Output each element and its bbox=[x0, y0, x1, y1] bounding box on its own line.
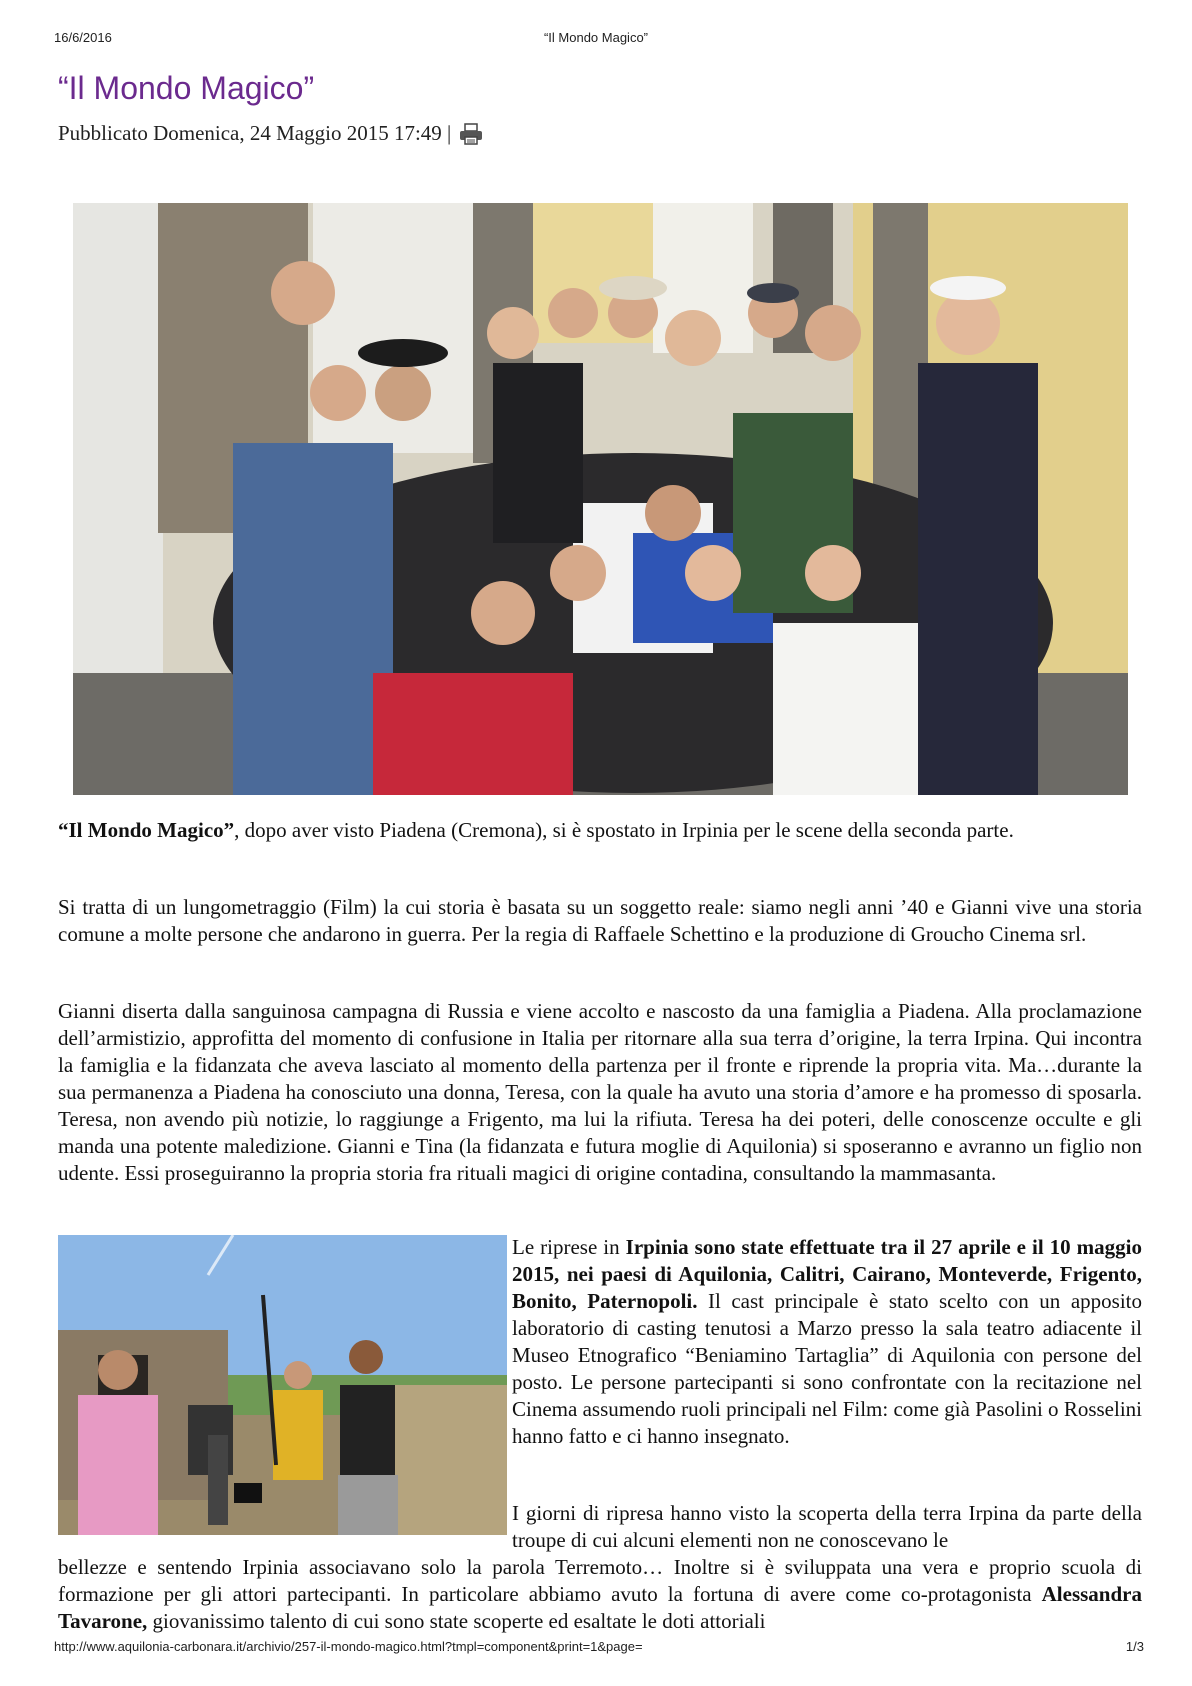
article-title: “Il Mondo Magico” bbox=[58, 70, 315, 106]
paragraph-filming: Le riprese in Irpinia sono state effettuate tra il 27 aprile e il 10 maggio 2015, nei paesi di Aquilonia, Calitri, Cairano, Monteverde, Frigento, Bonito, Paternopoli. Il cast principale è stato scelto con un apposito laboratorio di casting tenutosi a Marzo presso la sala teatro adiacente il Museo Etnografico “Beniamino Tartaglia” di Aquilonia con persone del posto. Le persone partecipanti si sono confrontate con la recitazione nel Cinema assumendo ruoli principali nel Film: come già Pasolini o Rosselini hanno fatto e ci hanno insegnato. bbox=[512, 1235, 1143, 1448]
film-title-bold: “Il Mondo Magico” bbox=[58, 818, 235, 842]
paragraph-shooting-days-continued: bellezze e sentendo Irpinia associavano solo la parola Terremoto… Inoltre si è sviluppata una vera e proprio scuola di formazione per gli attori partecipanti. In particolare abbiamo avuto la fortuna di avere come co-protagonista Alessandra Tavarone, giovanissimo talento di cui sono state scoperte ed esaltate le doti attoriali bbox=[58, 1555, 1142, 1633]
cast-group-photo bbox=[73, 203, 1128, 795]
film-set-photo bbox=[58, 1235, 507, 1535]
print-header-title: “Il Mondo Magico” bbox=[543, 30, 649, 45]
print-footer bbox=[0, 1639, 1192, 1657]
page-number: 1/3 bbox=[1125, 1639, 1144, 1654]
paragraph-intro: “Il Mondo Magico”, dopo aver visto Piadena (Cremona), si è spostato in Irpinia per le scene della seconda parte. bbox=[58, 818, 1014, 842]
filming-dates-bold: Irpinia sono state effettuate tra il 27 aprile e il 10 maggio 2015, nei paesi di Aquilonia, Calitri, Cairano, Monteverde, Frigento, Bonito, Paternopoli. bbox=[512, 1235, 1143, 1313]
paragraph-shooting-days: I giorni di ripresa hanno visto la scoperta della terra Irpina da parte della troupe di cui alcuni elementi non ne conoscevano le bbox=[512, 1501, 1142, 1552]
printer-icon[interactable] bbox=[459, 123, 483, 145]
actress-name-bold: Alessandra Tavarone, bbox=[58, 1582, 1142, 1633]
paragraph-film-info: Si tratta di un lungometraggio (Film) la cui storia è basata su un soggetto reale: siamo negli anni ’40 e Gianni vive una storia comune a molte persone che andarono in guerra. Per la regia di Raffaele Schettino e la produzione di Groucho Cinema srl. bbox=[58, 895, 1142, 946]
print-date: 16/6/2016 bbox=[54, 30, 112, 45]
published-date: Pubblicato Domenica, 24 Maggio 2015 17:49 | bbox=[58, 121, 452, 145]
print-header bbox=[0, 30, 1192, 48]
source-url: http://www.aquilonia-carbonara.it/archivio/257-il-mondo-magico.html?tmpl=component&print=1&page= bbox=[54, 1639, 643, 1654]
article-meta bbox=[58, 121, 483, 146]
paragraph-plot: Gianni diserta dalla sanguinosa campagna di Russia e viene accolto e nascosto da una famiglia a Piadena. Alla proclamazione dell’armistizio, approfitta del momento di confusione in Italia per ritornare alla sua terra d’origine, la terra Irpina. Qui incontra la famiglia e la fidanzata che aveva lasciato al momento della partenza per il fronte e riprende la propria vita. Ma…durante la sua permanenza a Piadena ha conosciuto una donna, Teresa, con la quale ha avuto una storia d’amore e ha promesso di sposarla. Teresa, non avendo più notizie, lo raggiunge a Frigento, ma lui la rifiuta. Teresa ha dei poteri, delle conoscenze occulte e gli manda una potente maledizione. Gianni e Tina (la fidanzata e futura moglie di Aquilonia) si sposeranno e avranno un figlio non udente. Essi proseguiranno la propria storia fra rituali magici di origine contadina, consultando la mammasanta. bbox=[58, 999, 1142, 1185]
